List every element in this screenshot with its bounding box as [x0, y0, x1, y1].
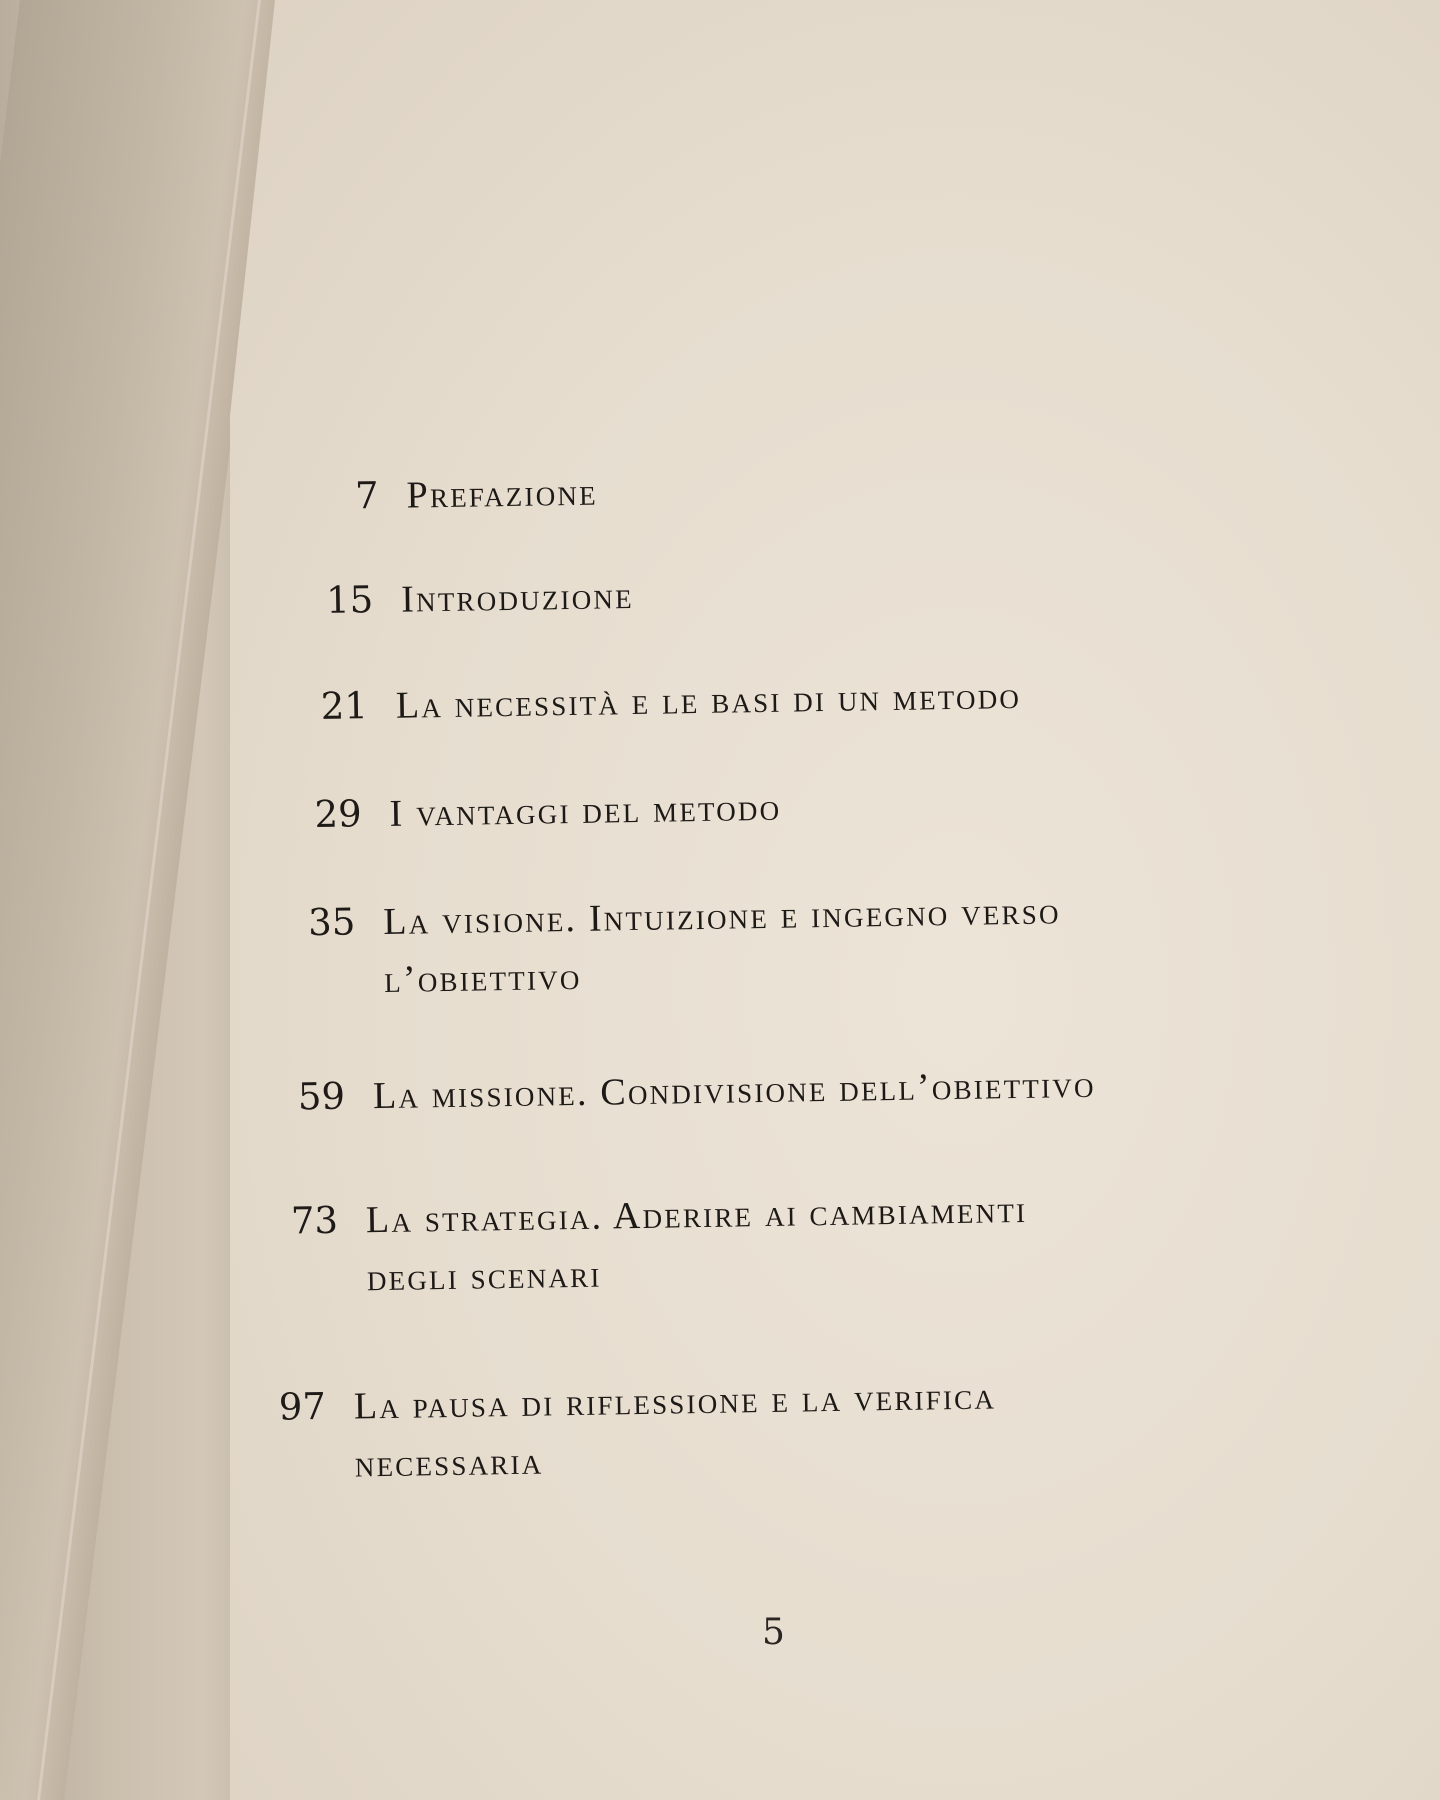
toc-page-number: 15 — [325, 578, 374, 622]
page-number: 5 — [762, 1612, 785, 1653]
toc-entry[interactable] — [250, 1056, 1096, 1127]
toc-entry[interactable] — [243, 1181, 1029, 1309]
toc-title: Prefazione — [406, 471, 599, 517]
toc-page-number: 73 — [290, 1198, 339, 1243]
toc-title — [383, 882, 1062, 1009]
toc-entry[interactable] — [278, 567, 634, 631]
toc-title-line: l’obiettivo — [383, 955, 582, 1001]
toc-page-number: 35 — [307, 900, 356, 945]
toc-page-number: 97 — [278, 1384, 327, 1429]
toc-title — [353, 1367, 997, 1493]
toc-title-line: La visione. Intuizione e ingegno verso — [382, 890, 1061, 943]
toc-title-line: La pausa di riflessione e la verifica — [353, 1375, 997, 1428]
toc-title: La necessità e le basi di un metodo — [395, 674, 1022, 727]
toc-entry[interactable] — [230, 1367, 997, 1495]
toc-title-line: La strategia. Aderire ai cambiamenti — [365, 1188, 1028, 1242]
toc-entry[interactable] — [266, 779, 782, 845]
toc-entry[interactable] — [260, 882, 1062, 1011]
toc-entry[interactable] — [283, 464, 598, 527]
toc-page-number: 29 — [314, 792, 362, 837]
toc-entry[interactable] — [272, 667, 1021, 737]
toc-title: La missione. Condivisione dell’obiettivo — [372, 1063, 1096, 1118]
toc-title-line: necessaria — [354, 1440, 544, 1486]
toc-page-number: 21 — [320, 684, 369, 728]
toc-page-number: 59 — [297, 1074, 346, 1119]
toc-title: I vantaggi del metodo — [389, 786, 782, 835]
toc-title: Introduzione — [400, 575, 635, 621]
toc-page-number: 7 — [354, 474, 379, 518]
toc-title-line: degli scenari — [366, 1253, 602, 1300]
toc-title — [366, 1181, 1029, 1307]
